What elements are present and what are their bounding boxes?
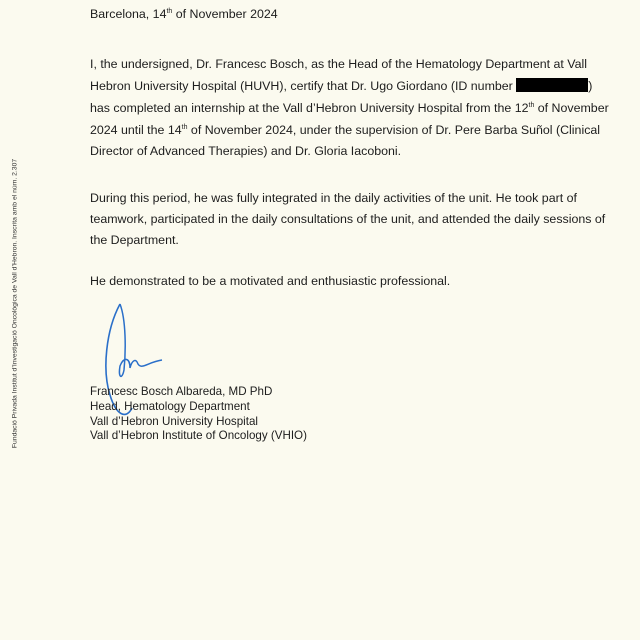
paragraph-3: He demonstrated to be a motivated and enthusiastic professional. [90, 274, 451, 288]
redacted-id [516, 78, 588, 92]
signatory-name: Francesc Bosch Albareda, MD PhD [90, 385, 273, 398]
paragraph-1-line-3: has completed an internship at the Vall d’Hebron University Hospital from the 12th of November [90, 101, 609, 115]
signatory-hospital: Vall d’Hebron University Hospital [90, 415, 258, 428]
paragraph-2-line-1: During this period, he was fully integrated in the daily activities of the unit. He took part of [90, 191, 577, 205]
paragraph-2-line-2: teamwork, participated in the daily consultations of the unit, and attended the daily sessions of [90, 212, 606, 226]
paragraph-2-line-3: the Department. [90, 233, 179, 247]
date-line: Barcelona, 14th of November 2024 [90, 7, 278, 21]
paragraph-1-line-5: Director of Advanced Therapies) and Dr. Gloria Iacoboni. [90, 144, 402, 158]
side-registration-note: Fundació Privada Institut d’Investigació Oncològica de Vall d’Hebron. Inscrita amb el núm. 2.307 [11, 158, 19, 449]
paragraph-1-line-4: 2024 until the 14th of November 2024, under the supervision of Dr. Pere Barba Suñol (Clinical [90, 123, 601, 137]
paragraph-1-line-2: Hebron University Hospital (HUVH), certify that Dr. Ugo Giordano (ID number ) [90, 79, 593, 93]
signatory-institute: Vall d’Hebron Institute of Oncology (VHIO) [90, 429, 307, 442]
paragraph-1-line-1: I, the undersigned, Dr. Francesc Bosch, as the Head of the Hematology Department at Vall [90, 57, 588, 71]
signatory-title: Head, Hematology Department [90, 400, 250, 413]
